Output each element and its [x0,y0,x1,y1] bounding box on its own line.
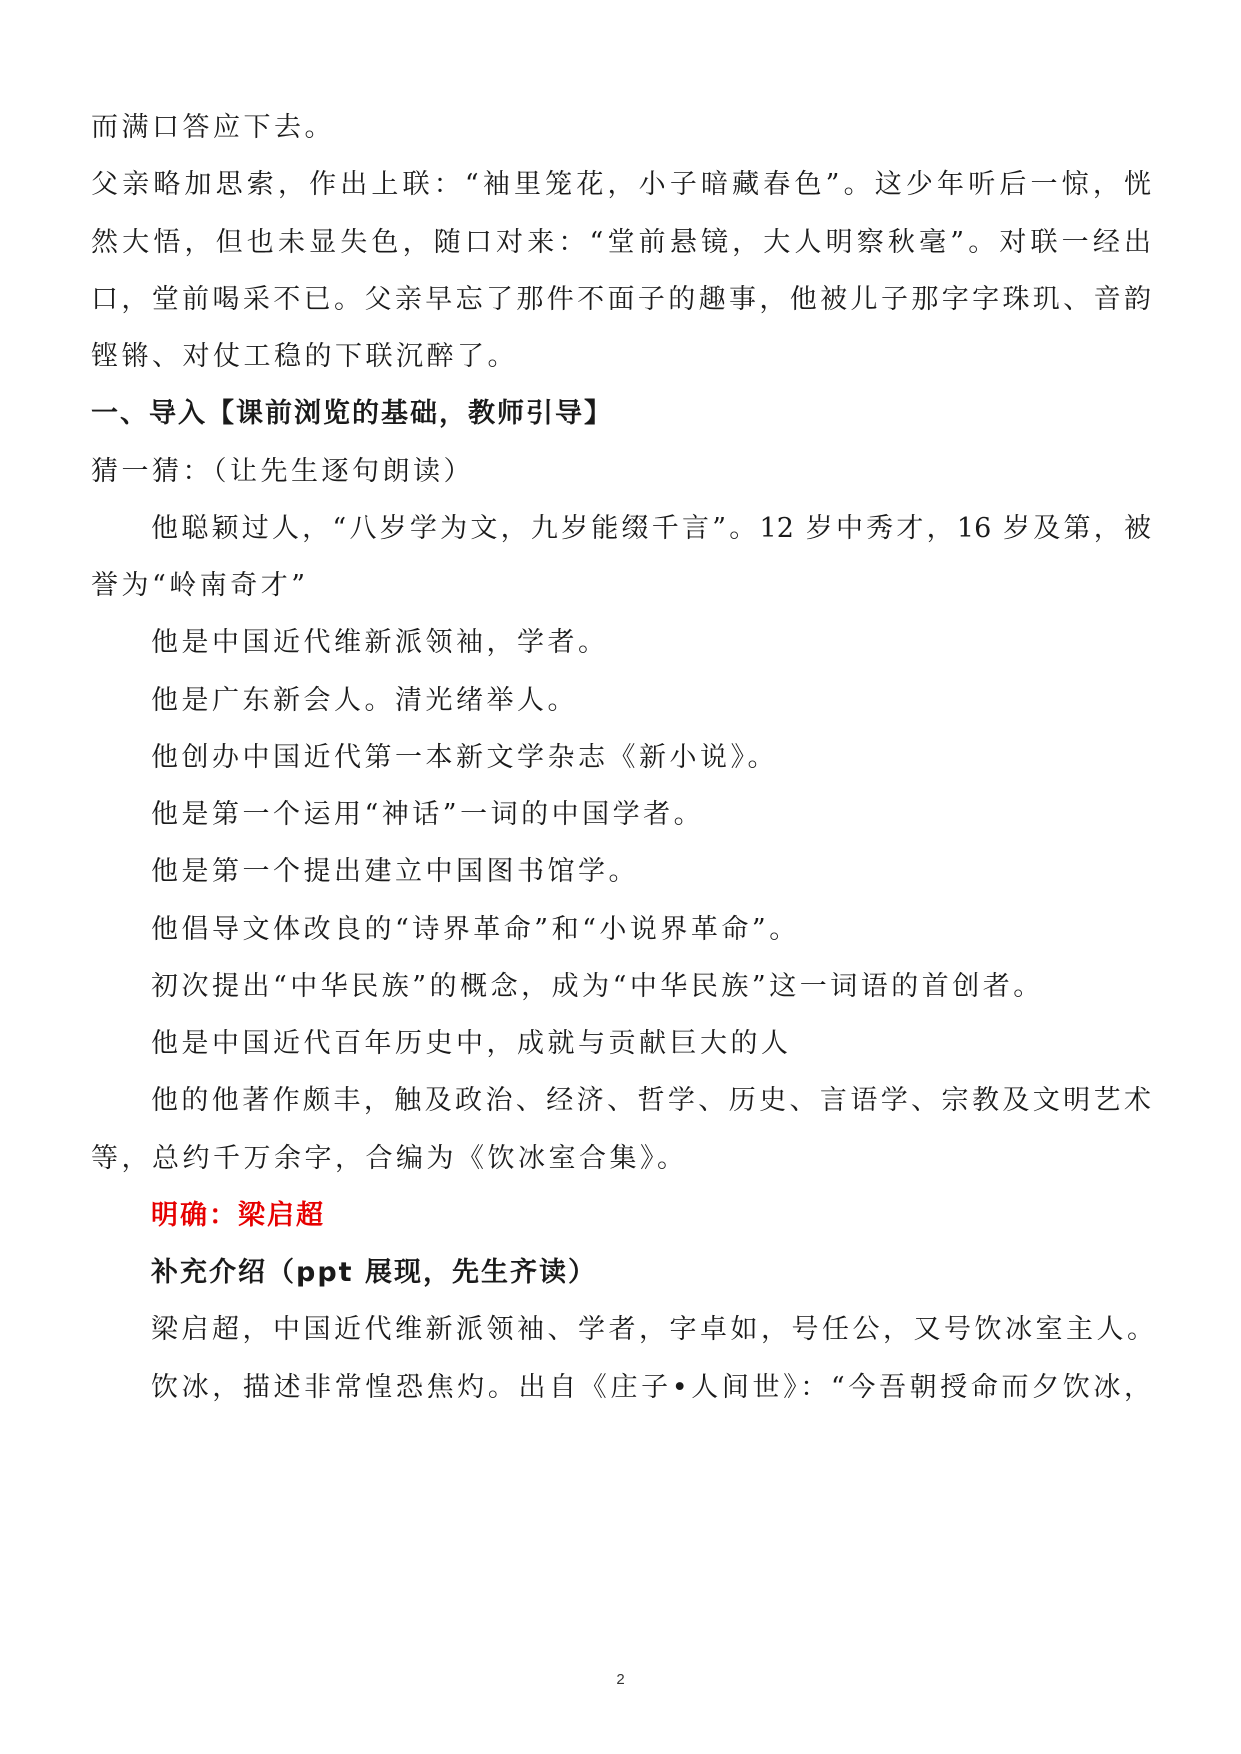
paragraph-line: 梁启超，中国近代维新派领袖、学者，字卓如，号任公，又号饮冰室主人。 [151,1314,1158,1345]
paragraph-line: 铿锵、对仗工稳的下联沉醉了。 [91,341,518,372]
paragraph-line: 他是第一个提出建立中国图书馆学。 [151,856,639,887]
paragraph-line: 他创办中国近代第一本新文学杂志《新小说》。 [151,742,778,773]
paragraph-line: 初次提出“中华民族”的概念，成为“中华民族”这一词语的首创者。 [151,971,1044,1002]
paragraph-line: 誉为“岭南奇才” [91,570,309,601]
paragraph-line: 他是广东新会人。清光绪举人。 [151,685,578,716]
paragraph-line: 他是第一个运用“神话”一词的中国学者。 [151,799,705,830]
paragraph-line: 饮冰，描述非常惶恐焦灼。出自《庄子•人间世》：“今吾朝授命而夕饮冰， [151,1372,1151,1403]
paragraph-line: 口，堂前喝采不已。父亲早忘了那件不面子的趣事，他被儿子那字字珠玑、音韵 [91,284,1151,315]
paragraph-line: 而满口答应下去。 [91,112,335,143]
paragraph-line: 他是中国近代维新派领袖，学者。 [151,627,609,658]
paragraph-line: 他的他著作颇丰，触及政治、经济、哲学、历史、言语学、宗教及文明艺术 [151,1085,1151,1116]
paragraph-line: 他聪颖过人，“八岁学为文，九岁能缀千言”。12 岁中秀才，16 岁及第，被 [151,513,1151,544]
section-heading: 一、导入【课前浏览的基础，教师引导】 [91,398,613,429]
answer-heading: 明确：梁启超 [151,1200,325,1231]
paragraph-line: 等，总约千万余字，合编为《饮冰室合集》。 [91,1143,688,1174]
subsection-heading: 补充介绍（ppt 展现，先生齐读） [151,1257,597,1288]
paragraph-line: 他倡导文体改良的“诗界革命”和“小说界革命”。 [151,914,800,945]
paragraph-line: 他是中国近代百年历史中，成就与贡献巨大的人 [151,1028,792,1059]
page-number: 2 [616,1671,625,1688]
paragraph-line: 然大悟，但也未显失色，随口对来：“堂前悬镜，大人明察秋毫”。对联一经出 [91,227,1151,258]
paragraph-line: 父亲略加思索，作出上联：“袖里笼花，小子暗藏春色”。这少年听后一惊，恍 [91,169,1151,200]
paragraph-line: 猜一猜：（让先生逐句朗读） [91,456,474,487]
